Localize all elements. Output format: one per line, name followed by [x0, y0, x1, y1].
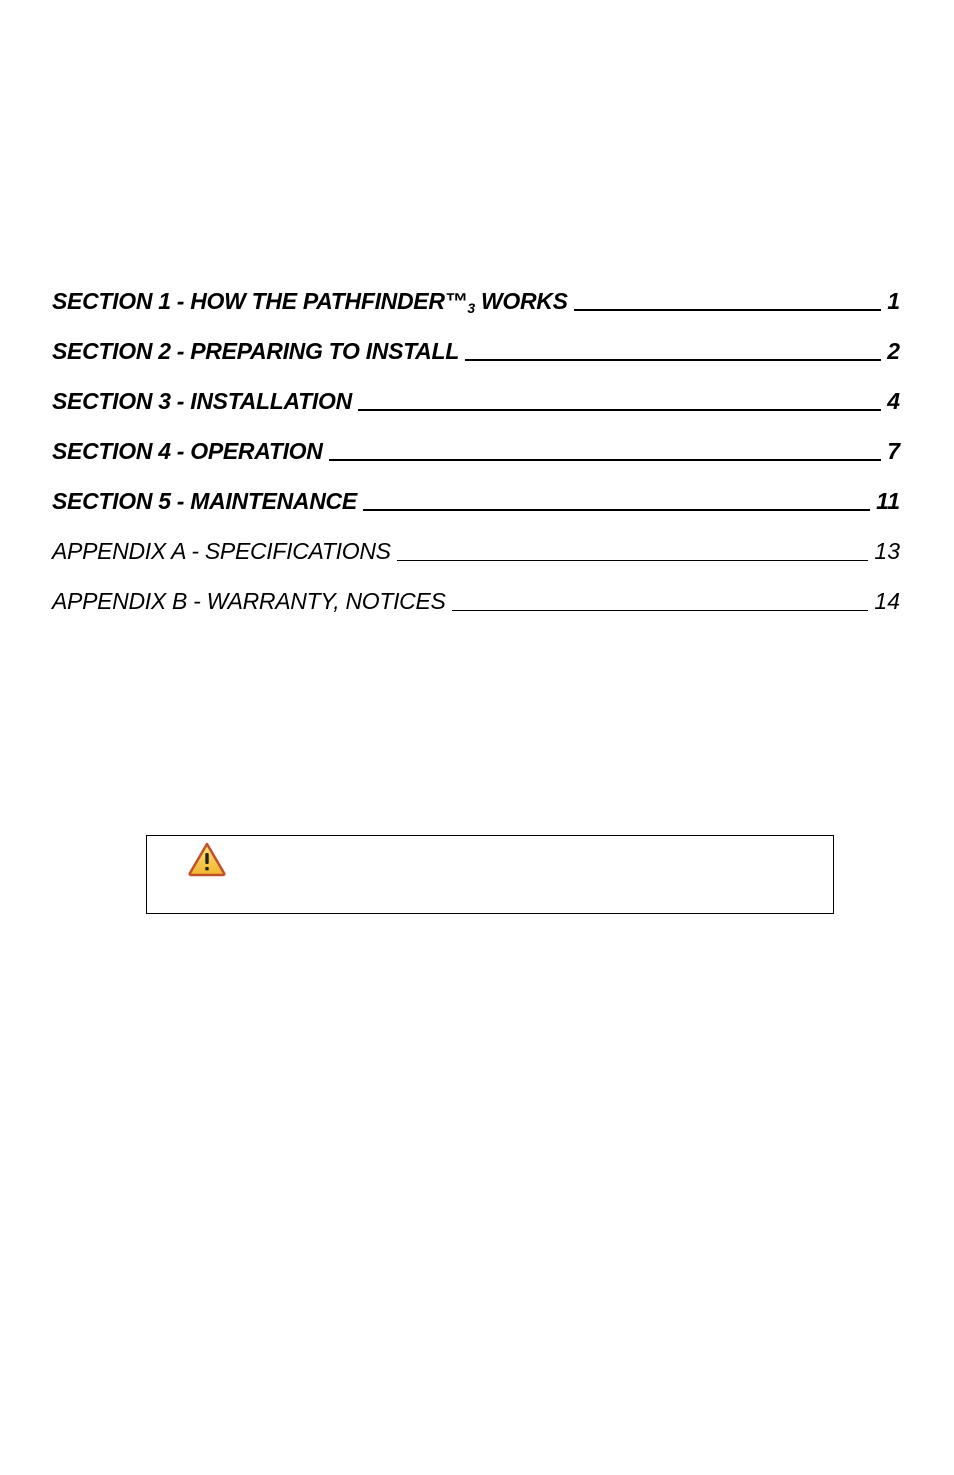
toc-entry-label: SECTION 1 - HOW THE $PATHFINDER™_3$ WORKS	[52, 288, 568, 316]
toc-entry-subscript: 3	[467, 300, 475, 316]
toc-entry-label: SECTION 2 - PREPARING TO INSTALL	[52, 338, 459, 364]
toc-entry-label: SECTION 4 - OPERATION	[52, 438, 323, 464]
toc-page-number: 1	[887, 288, 900, 314]
toc-entry-section-2[interactable]	[52, 338, 900, 388]
warning-icon	[187, 841, 227, 877]
toc-page-number: 7	[887, 438, 900, 464]
warning-notice-box	[146, 835, 834, 914]
toc-entry-appendix-a[interactable]	[52, 538, 900, 588]
toc-leader-line	[329, 459, 882, 461]
table-of-contents	[52, 288, 900, 638]
toc-leader-line	[363, 509, 870, 511]
toc-page-number: 2	[887, 338, 900, 364]
toc-page-number: 11	[876, 488, 900, 514]
toc-leader-line	[574, 309, 882, 311]
toc-entry-section-3[interactable]	[52, 388, 900, 438]
toc-leader-line	[465, 359, 881, 361]
toc-entry-label: SECTION 5 - MAINTENANCE	[52, 488, 357, 514]
toc-entry-appendix-b[interactable]	[52, 588, 900, 638]
toc-leader-line	[452, 610, 869, 611]
toc-entry-section-4[interactable]	[52, 438, 900, 488]
toc-entry-section-5[interactable]	[52, 488, 900, 538]
toc-page-number: 13	[874, 538, 900, 564]
toc-entry-label: APPENDIX A - SPECIFICATIONS	[52, 538, 391, 564]
toc-page-number: 14	[874, 588, 900, 614]
toc-leader-line	[397, 560, 869, 561]
toc-page-number: 4	[887, 388, 900, 414]
toc-entry-label: SECTION 3 - INSTALLATION	[52, 388, 352, 414]
toc-entry-label: APPENDIX B - WARRANTY, NOTICES	[52, 588, 446, 614]
toc-entry-section-1[interactable]	[52, 288, 900, 338]
toc-leader-line	[358, 409, 881, 411]
